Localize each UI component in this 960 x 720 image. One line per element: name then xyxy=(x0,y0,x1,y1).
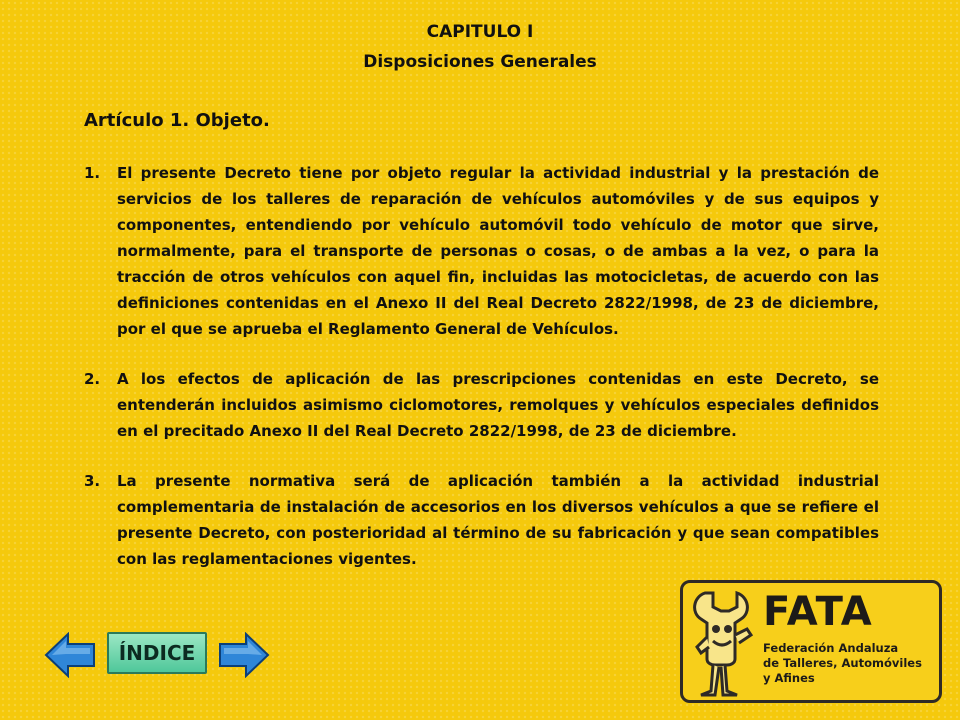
logo-line: y Afines xyxy=(763,671,815,685)
article-items xyxy=(84,160,879,596)
logo-line: Federación Andaluza xyxy=(763,641,899,655)
item-number: 2. xyxy=(84,370,101,388)
arrow-left-icon[interactable] xyxy=(44,632,96,678)
item-text: A los efectos de aplicación de las prescripciones contenidas en este Decreto, se entenderán incluidos asimismo ciclomotores, remolques y vehículos especiales definidos en el precitado Anexo II del Real Decreto 2822/1998, de 23 de diciembre. xyxy=(117,370,879,440)
fata-logo xyxy=(680,580,942,703)
logo-subtitle xyxy=(763,641,922,686)
logo-line: de Talleres, Automóviles xyxy=(763,656,922,670)
arrow-right-icon[interactable] xyxy=(218,632,270,678)
chapter-subtitle: Disposiciones Generales xyxy=(363,52,597,72)
list-item xyxy=(84,160,879,342)
logo-acronym: FATA xyxy=(763,589,873,635)
item-text: La presente normativa será de aplicación también a la actividad industrial complementaria de instalación de accesorios en los diversos vehículos a que se refiere el presente Decreto, con posterioridad al término de su fabricación y que sean compatibles con las reglamentaciones vigentes. xyxy=(117,472,879,568)
list-item xyxy=(84,366,879,444)
item-text: El presente Decreto tiene por objeto regular la actividad industrial y la prestación de servicios de los talleres de reparación de vehículos automóviles y de sus equipos y componentes, entendiendo por vehículo automóvil todo vehículo de motor que sirve, normalmente, para el transporte de personas o cosas, o de ambas a la vez, o para la tracción de otros vehículos con aquel fin, incluidas las motocicletas, de acuerdo con las definiciones contenidas en el Anexo II del Real Decreto 2822/1998, de 23 de diciembre, por el que se aprueba el Reglamento General de Vehículos. xyxy=(117,164,879,338)
item-number: 1. xyxy=(84,164,101,182)
list-item xyxy=(84,468,879,572)
item-number: 3. xyxy=(84,472,101,490)
chapter-heading: CAPITULO I xyxy=(426,22,534,42)
wrench-mascot-icon xyxy=(691,589,755,699)
index-button[interactable]: ÍNDICE xyxy=(107,632,207,674)
article-title: Artículo 1. Objeto. xyxy=(84,110,270,131)
